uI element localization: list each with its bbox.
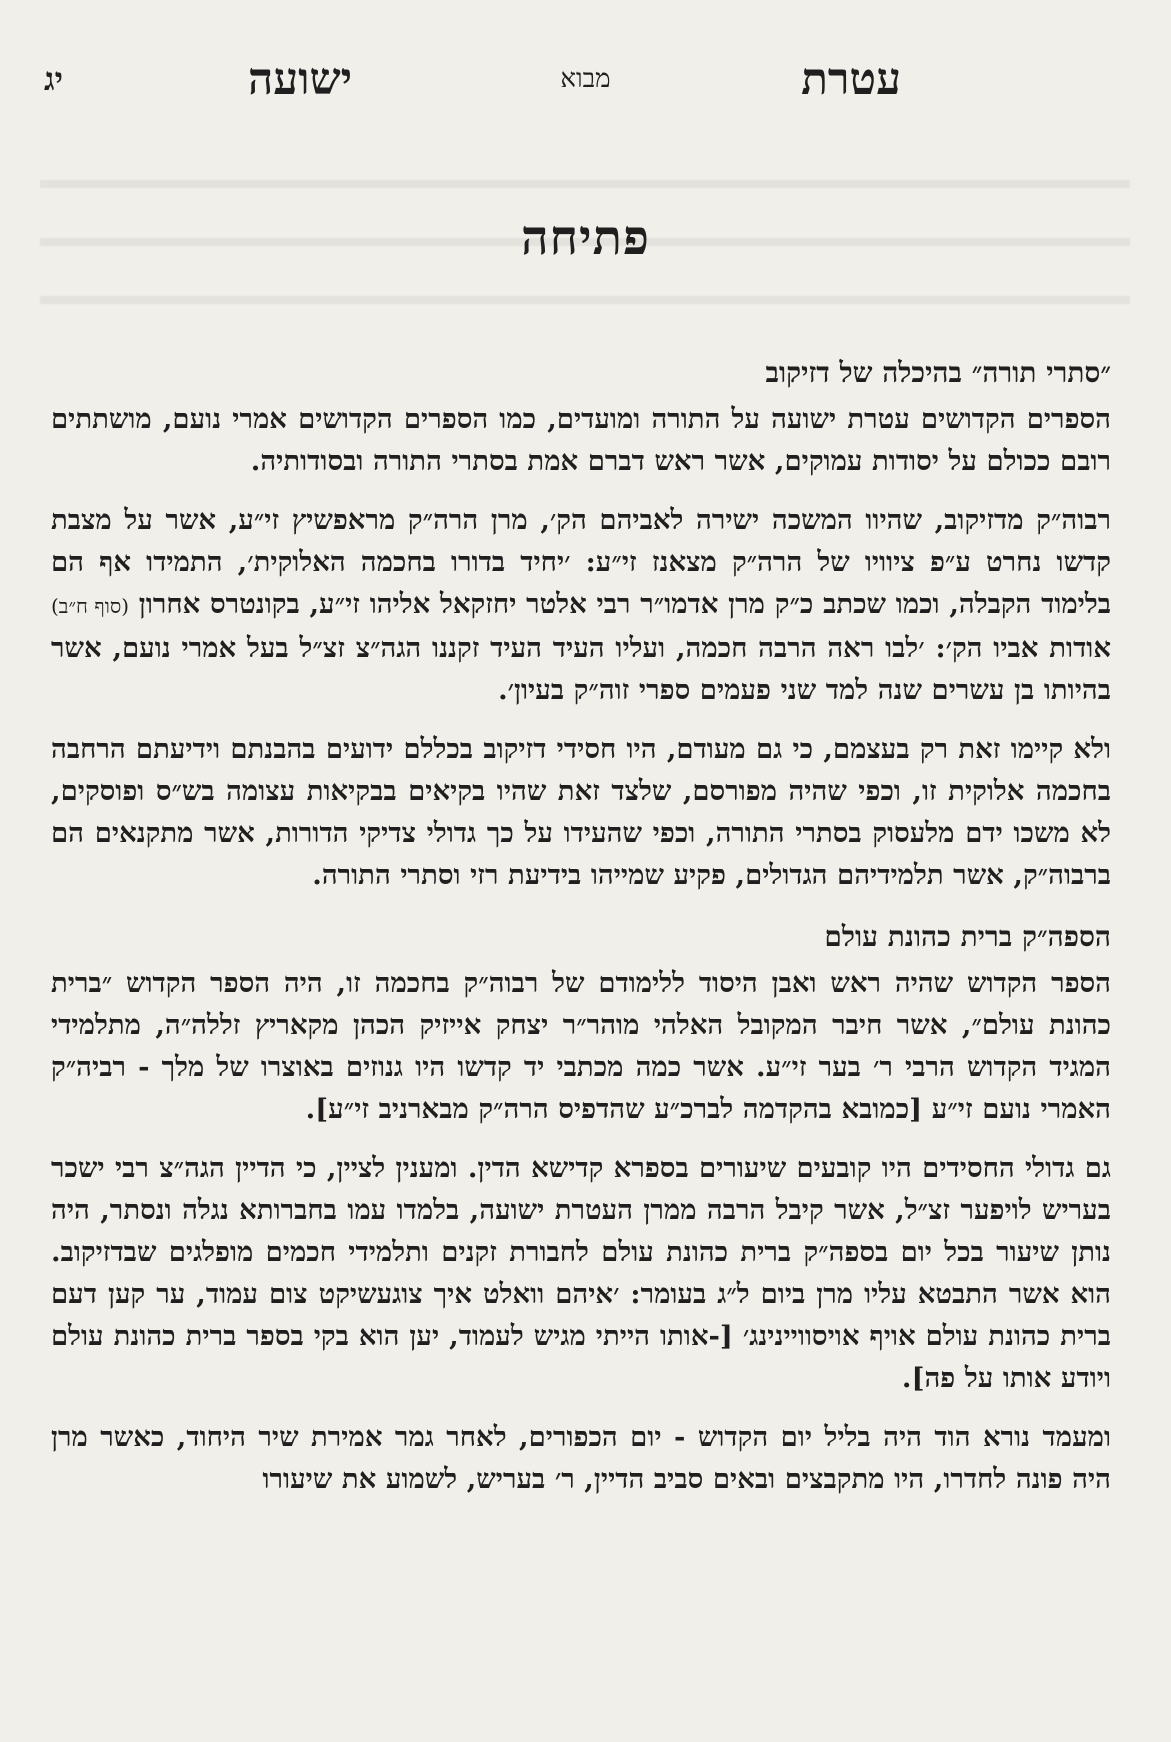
paragraph: ולא קיימו זאת רק בעצמם, כי גם מעודם, היו חסידי דזיקוב בכללם ידועים בהבנתם וידיעתם הרחבה בחכמה אלוקית זו, וכפי שהיה מפורסם, שלצד זאת שהיו בקיאים בבקיאות עצומה בש״ס ופוסקים, לא משכו ידם מלעסוק בסתרי התורה, וכפי שהעידו על כך גדולי צדיקי הדורות, אשר מתקנאים הם ברבוה״ק, אשר תלמידיהם הגדולים, פקיע שמייהו בידיעת רזי וסתרי התורה. [51, 733, 1111, 891]
running-section-name: מבוא [560, 64, 611, 94]
section-heading: הספה״ק ברית כהונת עולם [824, 920, 1111, 953]
source-reference: (סוף ח״ב) [51, 594, 130, 618]
paragraph: הספרים הקדושים עטרת ישועה על התורה ומועדים, כמו הספרים הקדושים אמרי נועם, מושתתים רובם ככולם על יסודות עמוקים, אשר ראש דברם אמת בסתרי התורה ובסודותיה. [51, 403, 1111, 477]
paragraph: הספר הקדוש שהיה ראש ואבן היסוד ללימודם של רבוה״ק בחכמה זו, היה הספר הקדוש ״ברית כהונת עולם״, אשר חיבר המקובל האלהי מוהר״ר יצחק אייזיק הכהן מקאריץ זללה״ה, מתלמידי המגיד הקדוש הרבי ר׳ בער זי״ע. אשר כמה מכתבי יד קדשו היו גנוזים באוצרו של מלך - רביה״ק האמרי נועם זי״ע [כמובא בהקדמה לברכ״ע שהדפיס הרה״ק מבארניב זי״ע]. [51, 967, 1111, 1125]
page-number: יג [44, 60, 63, 98]
running-title-left: ישועה [248, 54, 353, 105]
paragraph: ומעמד נורא הוד היה בליל יום הקדוש - יום הכפורים, לאחר גמר אמירת שיר היחוד, כאשר מרן היה פונה לחדרו, היו מתקבצים ובאים סביב הדיין, ר׳ בעריש, לשמוע את שיעורו [51, 1421, 1111, 1495]
paragraph: גם גדולי החסידים היו קובעים שיעורים בספרא קדישא הדין. ומענין לציין, כי הדיין הגה״צ רבי ישכר בעריש לויפער זצ״ל, אשר קיבל הרבה ממרן העטרת ישועה, בלמדו עמו בחברותא נגלה ונסתר, היה נותן שיעור בכל יום בספה״ק ברית כהונת עולם לחבורת זקנים ותלמידי חכמים מופלגים שבדזיקוב. הוא אשר התבטא עליו מרן ביום ל״ג בעומר: ׳איהם וואלט איך צוגעשיקט צום עמוד, ער קען דעם ברית כהונת עולם אויף אויסוויינינג׳ [-אותו הייתי מגיש לעמוד, יען הוא בקי בספר ברית כהונת עולם ויודע אותו על פה]. [51, 1152, 1111, 1394]
chapter-title: פתיחה [521, 210, 650, 266]
section-heading: ״סתרי תורה״ בהיכלה של דזיקוב [765, 356, 1111, 389]
running-title-right: עטרת [801, 54, 901, 105]
paragraph: רבוה״ק מדזיקוב, שהיוו המשכה ישירה לאביהם הק׳, מרן הרה״ק מראפשיץ זי״ע, אשר על מצבת קדשו נחרט ע״פ ציוויו של הרה״ק מצאנז זי״ע: ׳יחיד בדורו בחכמה האלוקית׳, התמידו אף הם בלימוד הקבלה, וכמו שכתב כ״ק מרן אדמו״ר רבי אלטר יחזקאל אליהו זי״ע, בקונטרס אחרון (סוף ח״ב) אודות אביו הק׳: ׳לבו ראה הרבה חכמה, ועליו העיד העיד זקננו הגה״צ זצ״ל בעל אמרי נועם, אשר בהיותו בן עשרים שנה למד שני פעמים ספרי זוה״ק בעיון׳. [51, 504, 1111, 706]
main-text [51, 352, 1111, 1517]
